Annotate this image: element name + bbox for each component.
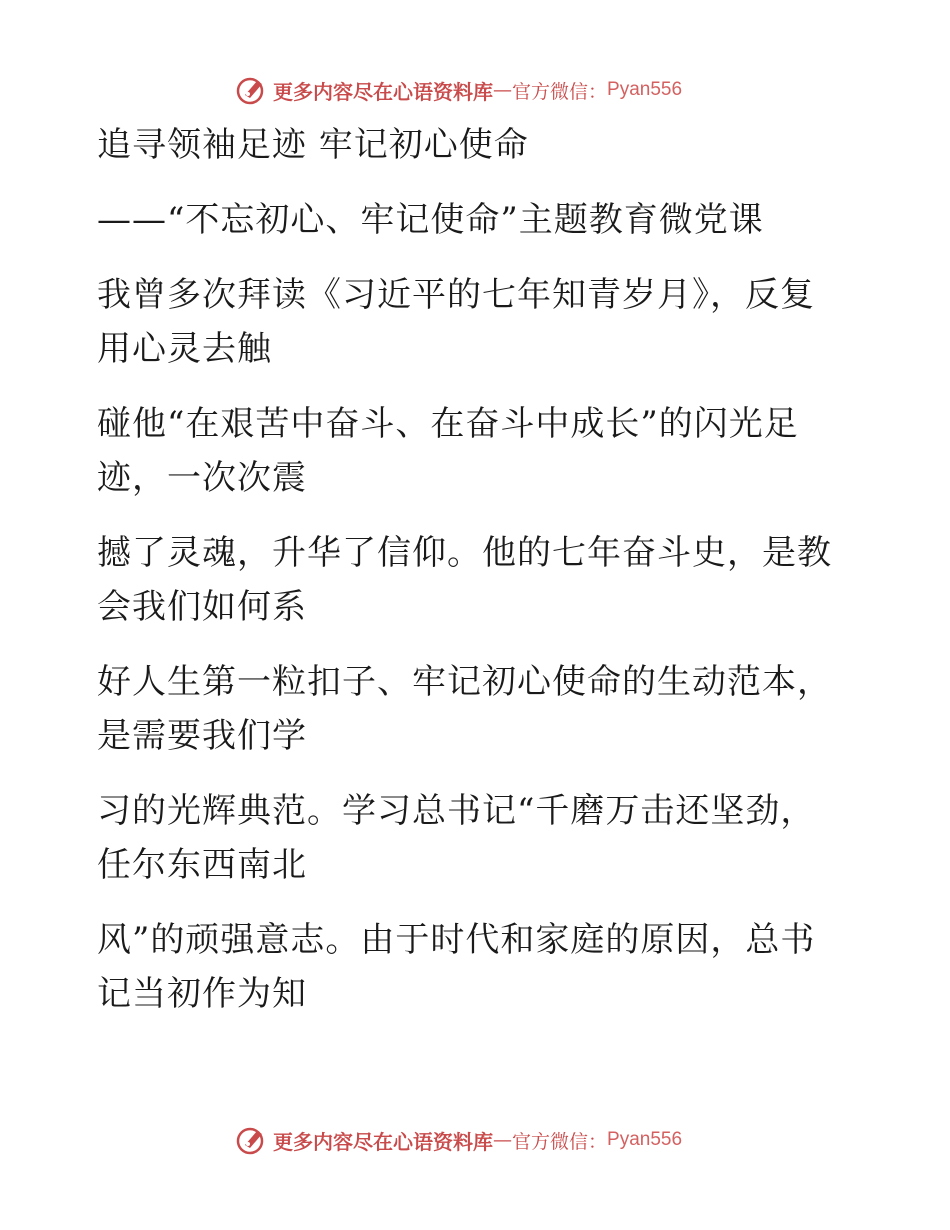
- paragraph-block: [97, 268, 837, 376]
- banner-wechat-id: Pyan556: [607, 1129, 683, 1150]
- paragraph-line: 是需要我们学: [97, 716, 307, 756]
- paragraph-line: 用心灵去触: [97, 329, 272, 369]
- paragraph-block: [97, 913, 837, 1021]
- paragraph-block: [97, 784, 837, 892]
- document-title: 追寻领袖足迹 牢记初心使命: [97, 125, 529, 165]
- banner-sub-text: 官方微信：: [512, 1130, 608, 1153]
- pen-nib-logo-icon: [235, 73, 269, 107]
- banner-sub-text: 官方微信：: [512, 80, 608, 103]
- paragraph-block: [97, 526, 837, 634]
- pen-nib-logo-icon: [235, 1123, 269, 1157]
- paragraph-block: [97, 397, 837, 505]
- paragraph-line: 迹，一次次震: [97, 458, 307, 498]
- header-watermark-banner: [235, 70, 755, 110]
- banner-dash: —: [493, 1129, 512, 1151]
- paragraph-line: 习的光辉典范。学习总书记“千磨万击还坚劲，: [97, 791, 816, 831]
- banner-dash: —: [493, 79, 512, 101]
- banner-wechat-id: Pyan556: [607, 79, 683, 100]
- paragraph-line: 记当初作为知: [97, 974, 307, 1014]
- paragraph-line: 碰他“在艰苦中奋斗、在奋斗中成长”的闪光足: [97, 404, 799, 444]
- document-body: [97, 118, 837, 1021]
- footer-watermark-banner: [235, 1120, 755, 1160]
- paragraph-line: 任尔东西南北: [97, 845, 307, 885]
- paragraph-line: 好人生第一粒扣子、牢记初心使命的生动范本，: [97, 662, 832, 702]
- paragraph-line: 我曾多次拜读《习近平的七年知青岁月》，反复: [97, 275, 815, 315]
- paragraph-line: 风”的顽强意志。由于时代和家庭的原因，总书: [97, 920, 816, 960]
- banner-main-text: 更多内容尽在心语资料库: [273, 79, 493, 104]
- paragraph-line: 撼了灵魂，升华了信仰。他的七年奋斗史，是教: [97, 533, 832, 573]
- paragraph-line: 会我们如何系: [97, 587, 307, 627]
- banner-main-text: 更多内容尽在心语资料库: [273, 1129, 493, 1154]
- document-subtitle: ——“不忘初心、牢记使命”主题教育微党课: [97, 200, 764, 240]
- paragraph-block: [97, 655, 837, 763]
